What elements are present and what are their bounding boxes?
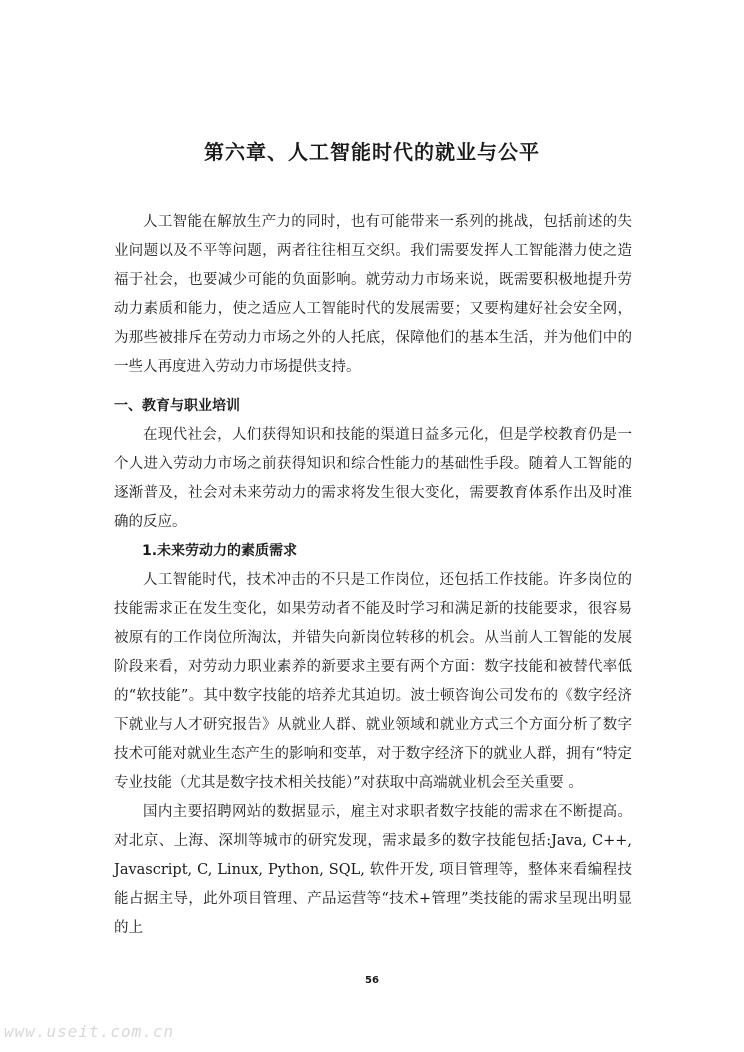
skills-paragraph: 人工智能时代，技术冲击的不只是工作岗位，还包括工作技能。许多岗位的技能需求正在发生变化，如果劳动者不能及时学习和满足新的技能要求，很容易被原有的工作岗位所淘汰，并错失向新岗位转移的机会。从当前人工智能的发展阶段来看，对劳动力职业素养的新要求主要有两个方面：数字技能和被替代率低的“软技能”。其中数字技能的培养尤其迫切。波士顿咨询公司发布的《数字经济下就业与人才研究报告》从就业人群、就业领域和就业方式三个方面分析了数字技术可能对就业生态产生的影响和变革，对于数字经济下的就业人群，拥有“特定专业技能（尤其是数字技术相关技能）”对获取中高端就业机会至关重要 。 xyxy=(114,572,632,791)
intro-paragraph: 人工智能在解放生产力的同时，也有可能带来一系列的挑战，包括前述的失业问题以及不平等问题，两者往往相互交织。我们需要发挥人工智能潜力使之造福于社会，也要减少可能的负面影响。就劳动力市场来说，既需要积极地提升劳动力素质和能力，使之适应人工智能时代的发展需要；又要构建好社会安全网，为那些被排斥在劳动力市场之外的人托底，保障他们的基本生活，并为他们中的一些人再度进入劳动力市场提供支持。 xyxy=(114,214,632,375)
chapter-title: 第六章、人工智能时代的就业与公平 xyxy=(204,140,540,164)
recruiting-paragraph: 国内主要招聘网站的数据显示，雇主对求职者数字技能的需求在不断提高。对北京、上海、深圳等城市的研究发现，需求最多的数字技能包括:Java, C++, Javascript, C, Linux, Python, SQL, 软件开发, 项目管理等，整体来看编程技能占据主导，此外项目管理、产品运营等“技术+管理”类技能的需求呈现出明显的上 xyxy=(114,804,632,936)
section-heading-education: 一、教育与职业培训 xyxy=(114,398,240,414)
subsection-heading-skills: 1.未来劳动力的素质需求 xyxy=(142,543,298,559)
watermark: www.useit.com.cn xyxy=(4,1022,175,1041)
education-paragraph: 在现代社会，人们获得知识和技能的渠道日益多元化，但是学校教育仍是一个人进入劳动力市场之前获得知识和综合性能力的基础性手段。随着人工智能的逐渐普及，社会对未来劳动力的需求将发生很大变化，需要教育体系作出及时准确的反应。 xyxy=(114,427,632,530)
body-text xyxy=(114,208,632,943)
page-number: 56 xyxy=(365,975,379,986)
